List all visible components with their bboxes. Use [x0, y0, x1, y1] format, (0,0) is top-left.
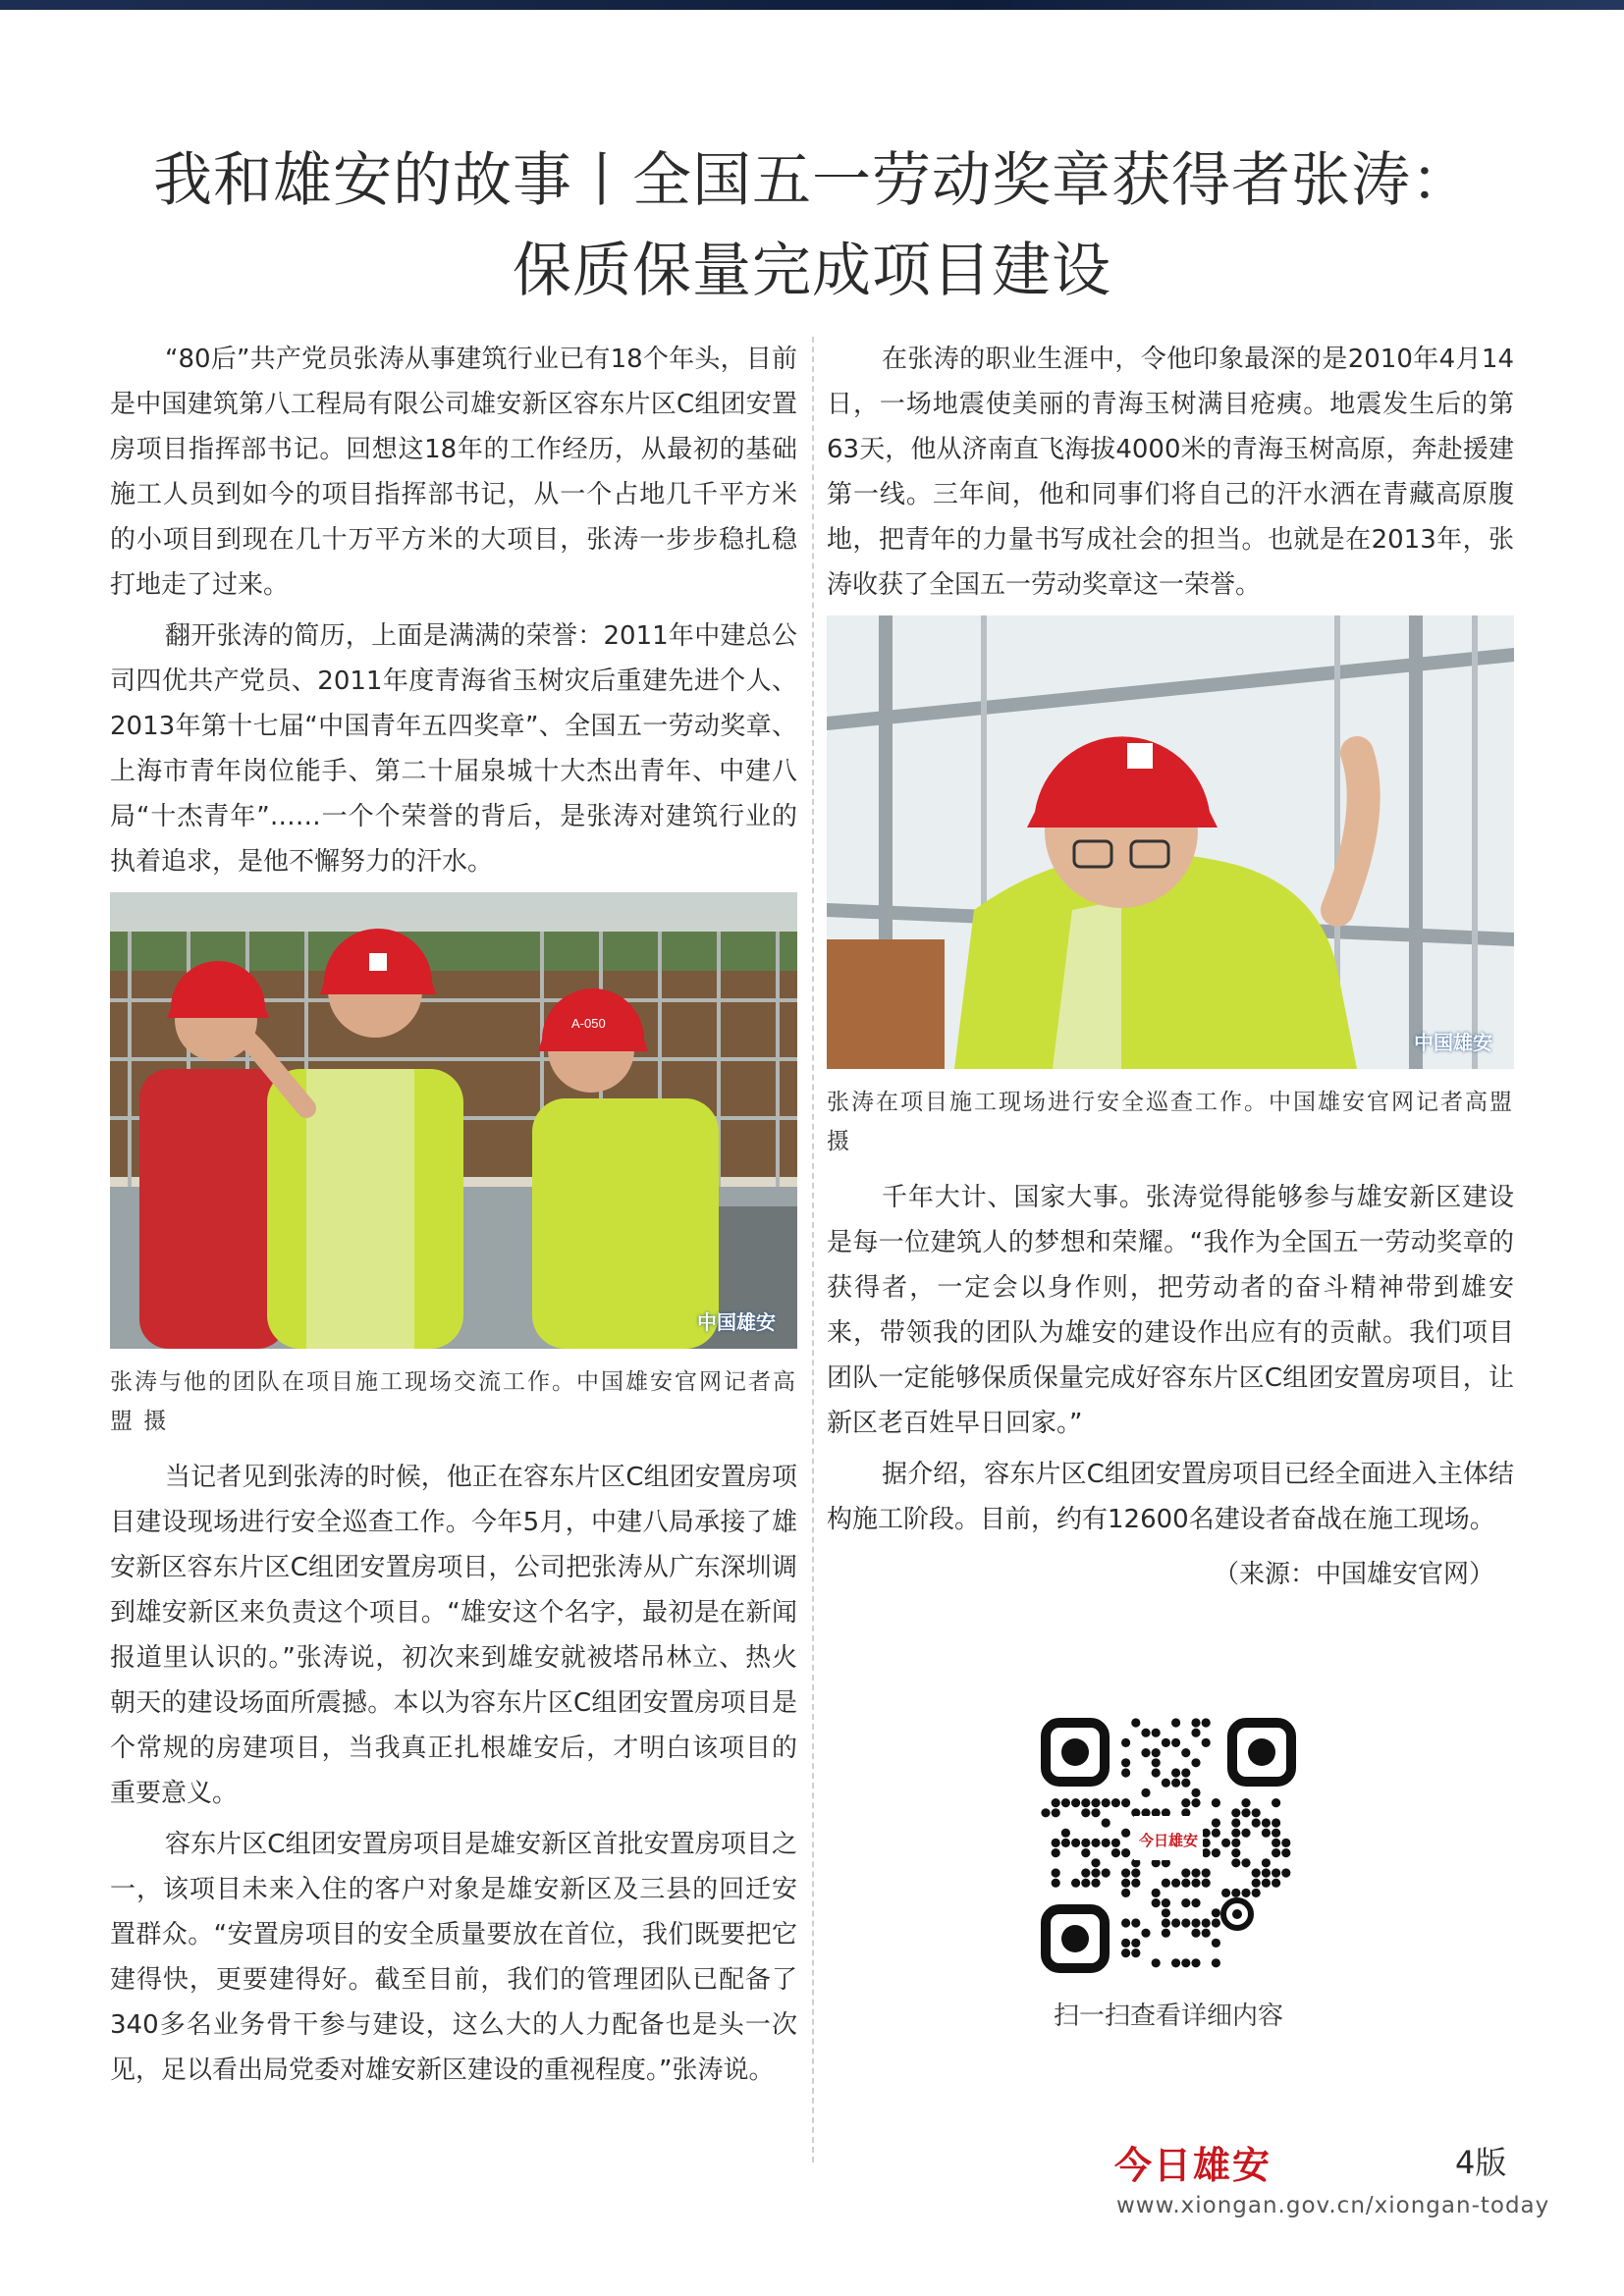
photo-safety-inspection	[827, 615, 1514, 1069]
footer-url-link[interactable]: www.xiongan.gov.cn/xiongan-today	[1116, 2193, 1550, 2218]
right-paragraph-1: 在张涛的职业生涯中，令他印象最深的是2010年4月14日，一场地震使美丽的青海玉树满目疮痍。地震发生后的第63天，他从济南直飞海拔4000米的青海玉树高原，奔赴援建第一线。三年间，他和同事们将自己的汗水洒在青藏高原腹地，把青年的力量书写成社会的担当。也就是在2013年，张涛收获了全国五一劳动奖章这一荣誉。	[827, 345, 1514, 600]
left-paragraph-1: “80后”共产党员张涛从事建筑行业已有18个年头，目前是中国建筑第八工程局有限公司雄安新区容东片区C组团安置房项目指挥部书记。回想这18年的工作经历，从最初的基础施工人员到如今的项目指挥部书记，从一个占地几千平方米的小项目到现在几十万平方米的大项目，张涛一步步稳扎稳打地走了过来。	[110, 345, 797, 600]
photo2-caption: 张涛在项目施工现场进行安全巡查工作。中国雄安官网记者高盟 摄	[827, 1090, 1514, 1154]
left-paragraph-2: 翻开张涛的简历，上面是满满的荣誉：2011年中建总公司四优共产党员、2011年度青海省玉树灾后重建先进个人、2013年第十七届“中国青年五四奖章”、全国五一劳动奖章、上海市青年岗位能手、第二十届泉城十大杰出青年、中建八局“十杰青年”……一个个荣誉的背后，是张涛对建筑行业的执着追求，是他不懈努力的汗水。	[110, 621, 797, 877]
photo2-watermark: 中国雄安	[1414, 1031, 1492, 1054]
left-column	[110, 337, 797, 2099]
qr-code[interactable]	[1036, 1713, 1301, 1978]
right-paragraph-3: 据介绍，容东片区C组团安置房项目已经全面进入主体结构施工阶段。目前，约有12600名建设者奋战在施工现场。	[827, 1460, 1514, 1534]
top-banner-bar	[0, 0, 1624, 10]
page-title-line1: 我和雄安的故事丨全国五一劳动奖章获得者张涛：	[153, 146, 1471, 216]
footer-brand-logo: 今日雄安	[1114, 2143, 1272, 2187]
photo-team-on-site	[110, 892, 797, 1349]
qr-code-block	[1036, 1713, 1301, 2032]
column-divider	[812, 337, 814, 2163]
photo1-watermark: 中国雄安	[697, 1310, 776, 1334]
right-paragraph-2: 千年大计、国家大事。张涛觉得能够参与雄安新区建设是每一位建筑人的梦想和荣耀。“我作为全国五一劳动奖章的获得者，一定会以身作则，把劳动者的奋斗精神带到雄安来，带领我的团队为雄安的建设作出应有的贡献。我们项目团队一定能够保质保量完成好容东片区C组团安置房项目，让新区老百姓早日回家。”	[827, 1183, 1514, 1438]
qr-caption: 扫一扫查看详细内容	[1053, 2002, 1283, 2031]
helmet-label: A-050	[571, 1016, 606, 1031]
page-number: 4版	[1455, 2144, 1507, 2181]
page-title-line2: 保质保量完成项目建设	[513, 237, 1111, 306]
right-column	[827, 337, 1514, 1597]
left-paragraph-3: 当记者见到张涛的时候，他正在容东片区C组团安置房项目建设现场进行安全巡查工作。今年5月，中建八局承接了雄安新区容东片区C组团安置房项目，公司把张涛从广东深圳调到雄安新区来负责这个项目。“雄安这个名字，最初是在新闻报道里认识的。”张涛说，初次来到雄安就被塔吊林立、热火朝天的建设场面所震撼。本以为容东片区C组团安置房项目是个常规的房建项目，当我真正扎根雄安后，才明白该项目的重要意义。	[110, 1463, 797, 1808]
article-source: （来源：中国雄安官网）	[1213, 1560, 1494, 1589]
qr-center-label: 今日雄安	[1138, 1832, 1199, 1849]
left-paragraph-4: 容东片区C组团安置房项目是雄安新区首批安置房项目之一，该项目未来入住的客户对象是雄安新区及三县的回迁安置群众。“安置房项目的安全质量要放在首位，我们既要把它建得快，更要建得好。截至目前，我们的管理团队已配备了340多名业务骨干参与建设，这么大的人力配备也是头一次见，足以看出局党委对雄安新区建设的重视程度。”张涛说。	[110, 1830, 797, 2085]
photo1-caption: 张涛与他的团队在项目施工现场交流工作。中国雄安官网记者高盟 摄	[110, 1369, 797, 1434]
